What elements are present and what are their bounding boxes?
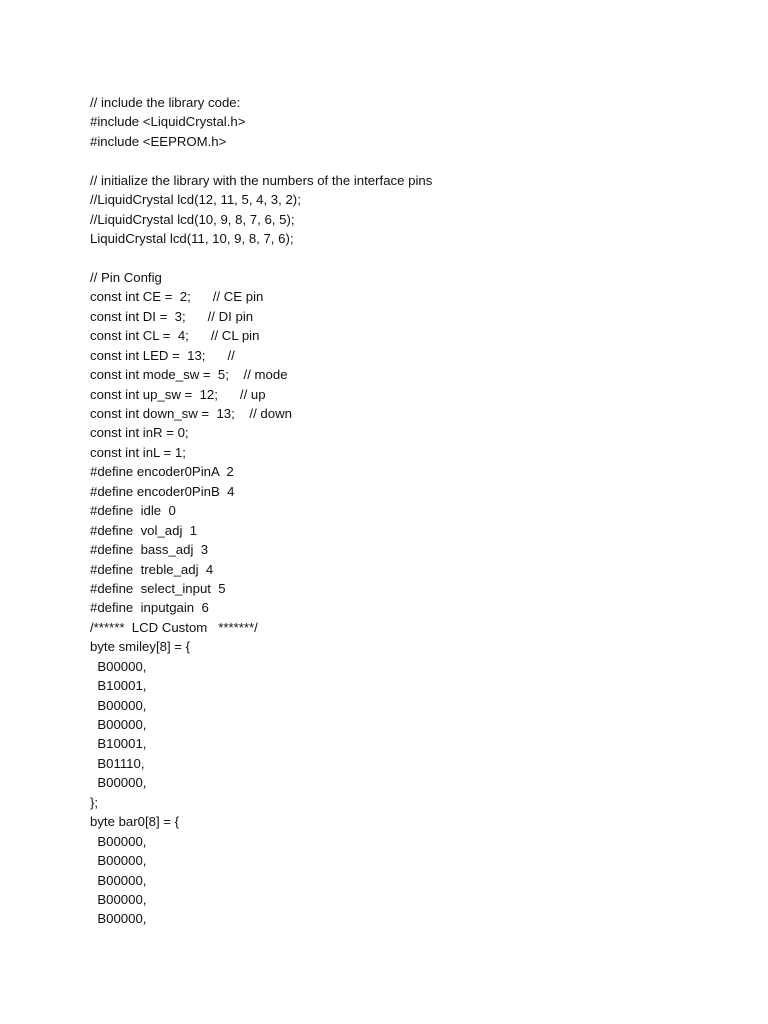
code-line: const int mode_sw = 5; // mode bbox=[90, 367, 288, 383]
code-line: const int CE = 2; // CE pin bbox=[90, 289, 264, 305]
code-line: const int down_sw = 13; // down bbox=[90, 406, 292, 421]
code-line: const int inL = 1; bbox=[90, 444, 186, 460]
code-line: #define encoder0PinA 2 bbox=[90, 464, 234, 480]
code-line: const int DI = 3; // DI pin bbox=[90, 308, 254, 324]
code-line: #define vol_adj 1 bbox=[90, 522, 198, 538]
blank-line bbox=[90, 151, 710, 170]
code-line: B00000, bbox=[90, 891, 147, 907]
code-line: const int inR = 0; bbox=[90, 425, 189, 441]
code-line: #define select_input 5 bbox=[90, 580, 226, 596]
code-line: B00000, bbox=[90, 775, 147, 791]
code-line: }; bbox=[90, 794, 99, 810]
blank-line bbox=[90, 249, 710, 268]
code-line: const int CL = 4; // CL pin bbox=[90, 328, 260, 344]
code-line: #define treble_adj 4 bbox=[90, 561, 214, 577]
code-line: B01110, bbox=[90, 755, 145, 771]
code-line: byte smiley[8] = { bbox=[90, 639, 191, 655]
code-listing bbox=[90, 93, 710, 929]
code-line: B00000, bbox=[90, 833, 147, 849]
code-line: B00000, bbox=[90, 872, 147, 888]
code-line: #define bass_adj 3 bbox=[90, 542, 209, 558]
code-line: #define idle 0 bbox=[90, 503, 176, 519]
code-line: const int up_sw = 12; // up bbox=[90, 386, 266, 402]
code-line: /****** LCD Custom *******/ bbox=[90, 619, 258, 635]
code-line: B00000, bbox=[90, 911, 147, 927]
code-line: B10001, bbox=[90, 678, 147, 694]
code-line: B00000, bbox=[90, 697, 147, 713]
code-line: const int LED = 13; // bbox=[90, 347, 235, 363]
code-line: B00000, bbox=[90, 853, 147, 869]
code-line: #include <LiquidCrystal.h> bbox=[90, 114, 246, 130]
code-line: #define encoder0PinB 4 bbox=[90, 483, 235, 499]
code-line: LiquidCrystal lcd(11, 10, 9, 8, 7, 6); bbox=[90, 231, 294, 247]
code-line: //LiquidCrystal lcd(10, 9, 8, 7, 6, 5); bbox=[90, 211, 295, 227]
code-line: // Pin Config bbox=[90, 269, 162, 285]
code-line: // include the library code: bbox=[90, 95, 241, 110]
code-line: byte bar0[8] = { bbox=[90, 814, 180, 830]
code-line: B00000, bbox=[90, 658, 147, 674]
code-line: //LiquidCrystal lcd(12, 11, 5, 4, 3, 2); bbox=[90, 192, 301, 208]
code-line: B00000, bbox=[90, 717, 147, 732]
code-line: B10001, bbox=[90, 736, 147, 752]
code-line: #define inputgain 6 bbox=[90, 600, 209, 616]
code-line: // initialize the library with the numbers of the interface pins bbox=[90, 172, 433, 188]
code-line: #include <EEPROM.h> bbox=[90, 133, 227, 149]
